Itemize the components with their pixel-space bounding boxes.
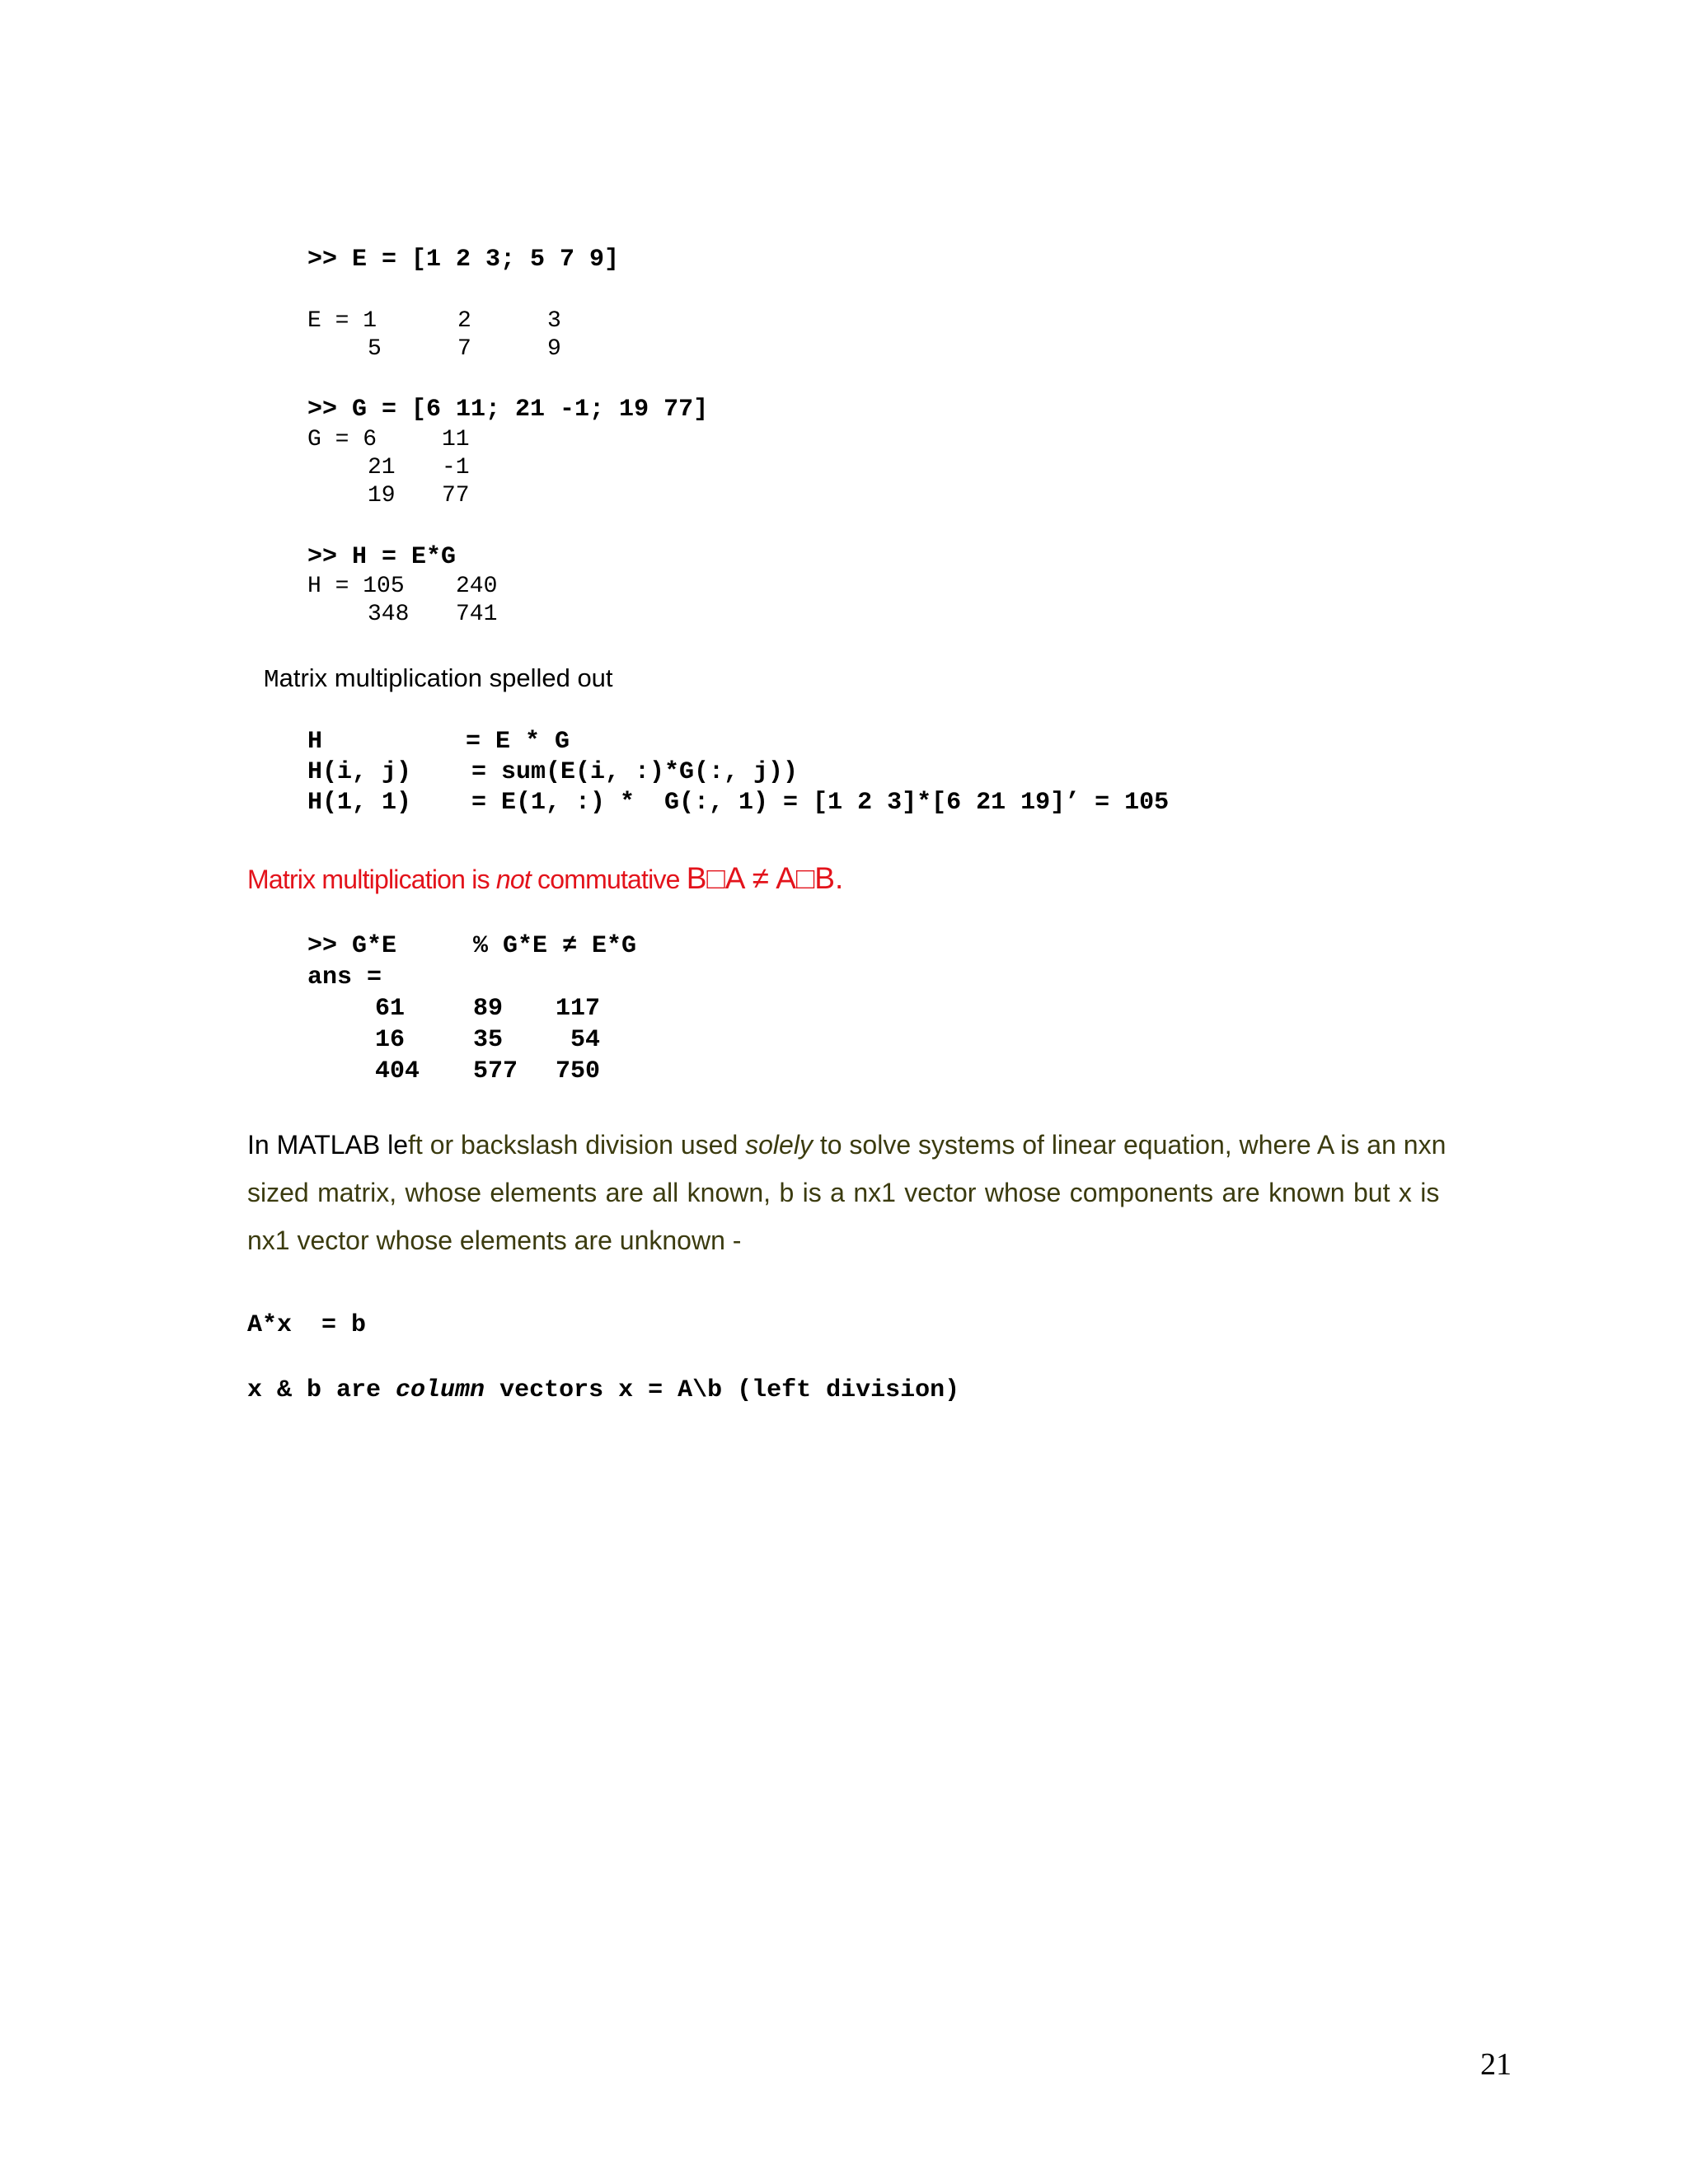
matrix-h-label: H = 105 xyxy=(307,574,405,599)
command-define-e: >> E = [1 2 3; 5 7 9] xyxy=(307,246,620,274)
page-number: 21 xyxy=(1480,2047,1512,2082)
spelled-row-expr: = sum(E(i, :)*G(:, j)) xyxy=(471,758,799,786)
spelled-row-label: H xyxy=(307,728,323,756)
matrix-e-label: E = 1 xyxy=(307,308,377,334)
commutative-formula: B□A ≠ A□B. xyxy=(686,861,844,895)
result-cell: 54 xyxy=(570,1026,601,1054)
vector-statement xyxy=(247,1375,959,1404)
result-cell: 16 xyxy=(375,1026,406,1054)
command-compute-h: >> H = E*G xyxy=(307,543,457,571)
result-cell: 35 xyxy=(473,1026,504,1054)
matrix-h-cell: 741 xyxy=(456,602,498,627)
matrix-g-cell: 19 xyxy=(368,483,396,509)
spelled-row-label: H(1, 1) xyxy=(307,789,412,817)
matrix-e-cell: 5 xyxy=(368,336,382,362)
matrix-h-cell: 240 xyxy=(456,574,498,599)
matrix-g-cell: 77 xyxy=(442,483,470,509)
code-comment: % G*E ≠ E*G xyxy=(473,932,637,960)
paragraph-line xyxy=(247,1130,1446,1160)
result-cell: 89 xyxy=(473,995,504,1023)
spelled-row-expr: = E * G xyxy=(466,728,570,756)
matrix-e-cell: 2 xyxy=(457,308,471,334)
vector-text: x & b are xyxy=(247,1376,396,1404)
result-cell: 577 xyxy=(473,1057,518,1085)
result-cell: 117 xyxy=(556,995,601,1023)
heading-initial: M xyxy=(264,666,279,695)
result-cell: 750 xyxy=(556,1057,601,1085)
matrix-g-cell: 21 xyxy=(368,455,396,480)
commutative-text: Matrix multiplication is xyxy=(247,865,496,894)
matrix-h-cell: 348 xyxy=(368,602,410,627)
paragraph-text: to solve systems of linear equation, where A is an nxn xyxy=(812,1130,1447,1160)
matrix-g-cell: -1 xyxy=(442,455,470,480)
paragraph-emphasis: solely xyxy=(745,1130,813,1160)
vector-emphasis: column xyxy=(396,1376,485,1404)
commutative-text: commutative xyxy=(530,865,687,894)
spelled-out-heading xyxy=(264,663,613,695)
matrix-g-label: G = 6 xyxy=(307,427,377,452)
matrix-e-cell: 3 xyxy=(547,308,561,334)
vector-text: vectors x = A\b (left division) xyxy=(485,1376,960,1404)
heading-text: atrix multiplication spelled out xyxy=(279,663,613,692)
spelled-row-expr: = E(1, :) * G(:, 1) = [1 2 3]*[6 21 19]’ = 105 xyxy=(471,789,1170,817)
result-cell: 404 xyxy=(375,1057,420,1085)
matrix-e-cell: 7 xyxy=(457,336,471,362)
spelled-row-label: H(i, j) xyxy=(307,758,412,786)
equation-line: A*x = b xyxy=(247,1311,367,1339)
paragraph-line: nx1 vector whose elements are unknown - xyxy=(247,1226,742,1255)
command-define-g: >> G = [6 11; 21 -1; 19 77] xyxy=(307,396,709,424)
command-g-times-e: >> G*E xyxy=(307,932,397,960)
commutative-statement xyxy=(247,861,843,896)
matrix-g-cell: 11 xyxy=(442,427,470,452)
ans-label: ans = xyxy=(307,963,382,991)
result-cell: 61 xyxy=(375,995,406,1023)
commutative-emphasis: not xyxy=(495,865,531,894)
paragraph-line: sized matrix, whose elements are all known, b is a nx1 vector whose components are known but x is xyxy=(247,1178,1440,1207)
paragraph-text: In MATLAB le xyxy=(247,1130,409,1160)
matrix-e-cell: 9 xyxy=(547,336,561,362)
paragraph-text: ft or backslash division used xyxy=(408,1130,746,1160)
